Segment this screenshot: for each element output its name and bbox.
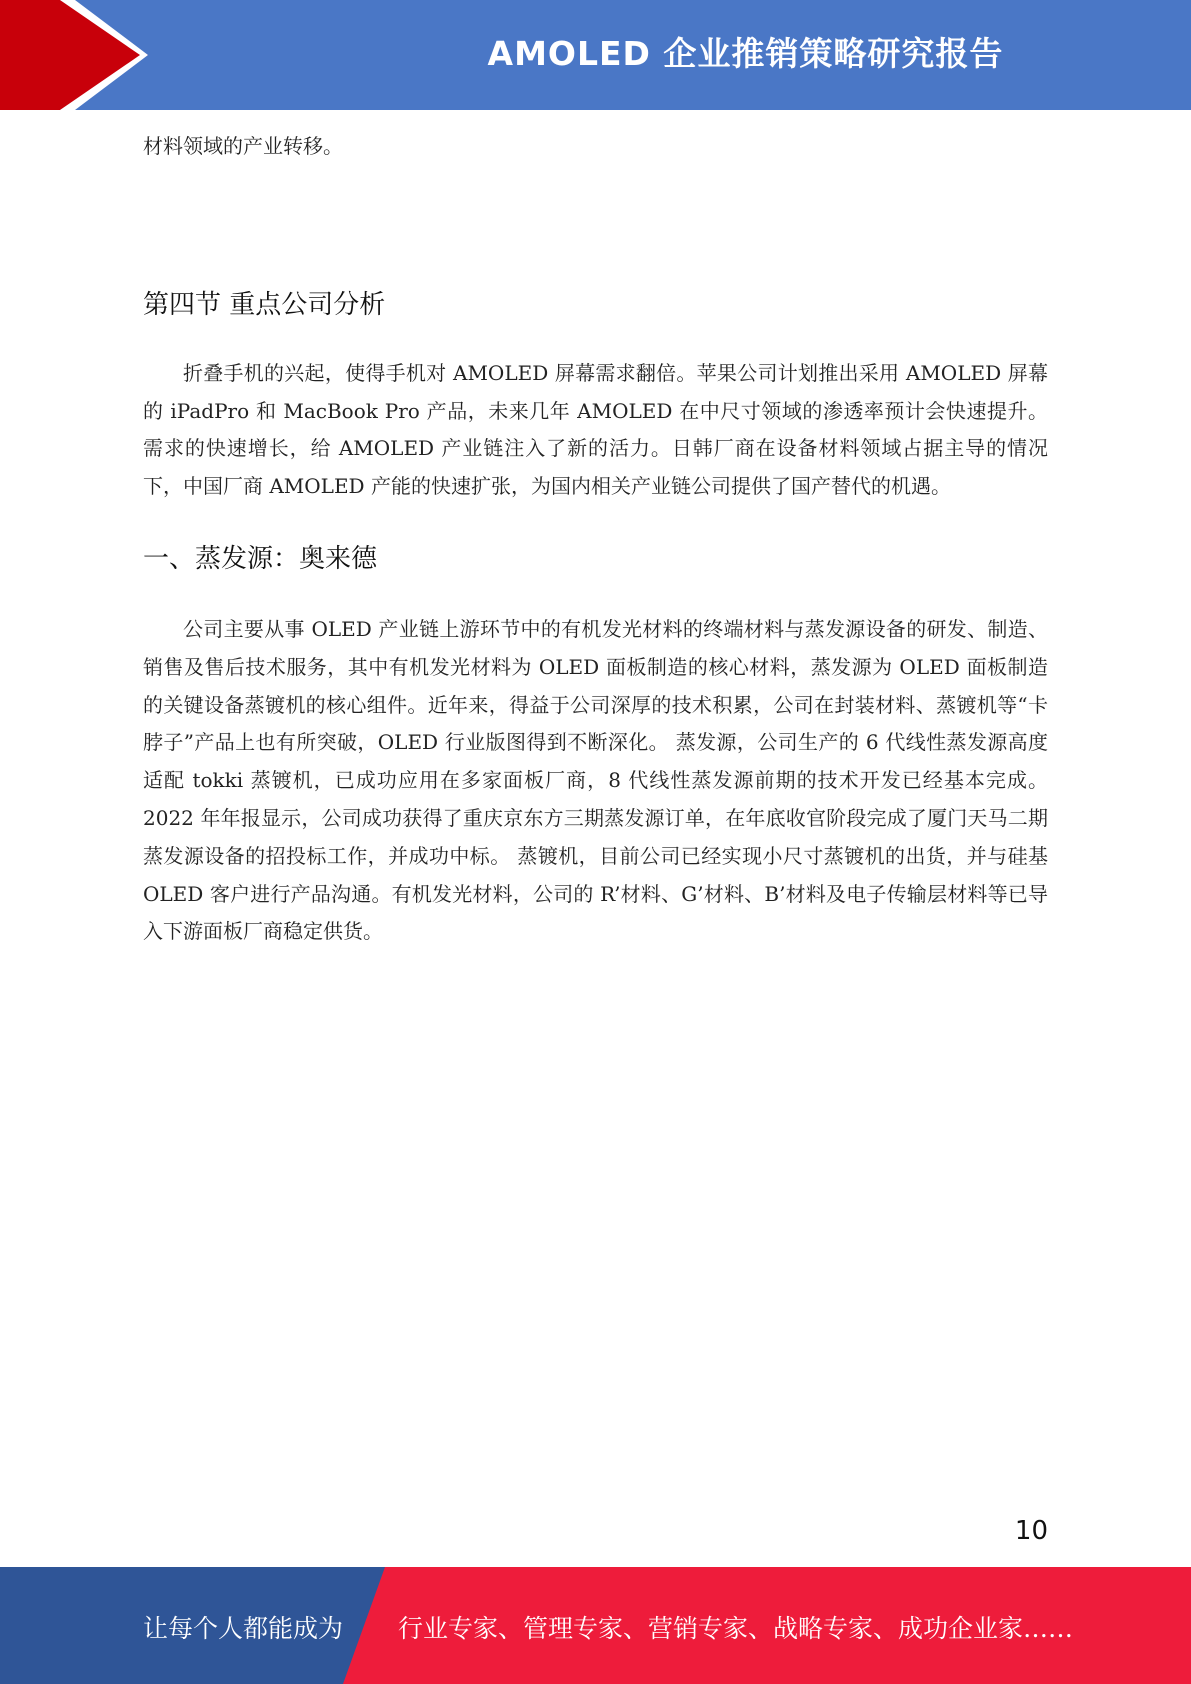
page-footer <box>0 1567 1191 1684</box>
intro-paragraph: 折叠手机的兴起，使得手机对 AMOLED 屏幕需求翻倍。苹果公司计划推出采用 AMOLED 屏幕的 iPadPro 和 MacBook Pro 产品，未来几年 AMOLED 在中尺寸领域的渗透率预计会快速提升。需求的快速增长，给 AMOLED 产业链注入了新的活力。日韩厂商在设备材料领域占据主导的情况下，中国厂商 AMOLED 产能的快速扩张，为国内相关产业链公司提供了国产替代的机遇。 <box>143 360 1048 499</box>
subheading: 一、蒸发源：奥来德 <box>143 543 378 574</box>
company-paragraph: 公司主要从事 OLED 产业链上游环节中的有机发光材料的终端材料与蒸发源设备的研发、制造、销售及售后技术服务，其中有机发光材料为 OLED 面板制造的核心材料，蒸发源为 OLED 面板制造的关键设备蒸镀机的核心组件。近年来，得益于公司深厚的技术积累，公司在封装材料、蒸镀机等“卡脖子”产品上也有所突破，OLED 行业版图得到不断深化。 蒸发源，公司生产的 6 代线性蒸发源高度适配 tokki 蒸镀机，已成功应用在多家面板厂商，8 代线性蒸发源前期的技术开发已经基本完成。2022 年年报显示，公司成功获得了重庆京东方三期蒸发源订单，在年底收官阶段完成了厦门天马二期蒸发源设备的招投标工作，并成功中标。 蒸镀机，目前公司已经实现小尺寸蒸镀机的出货，并与硅基 OLED 客户进行产品沟通。有机发光材料，公司的 R’材料、G’材料、B’材料及电子传输层材料等已导入下游面板厂商稳定供货。 <box>143 616 1048 944</box>
header-title: AMOLED 企业推销策略研究报告 <box>487 34 1004 73</box>
continuation-text: 材料领域的产业转移。 <box>143 134 343 158</box>
page-header <box>0 0 1191 110</box>
footer-slogan-right: 行业专家、管理专家、营销专家、战略专家、成功企业家…… <box>398 1614 1074 1643</box>
page-number: 10 <box>1014 1516 1048 1546</box>
section-heading: 第四节 重点公司分析 <box>143 289 386 320</box>
page-content <box>143 128 1048 951</box>
footer-slogan-left: 让每个人都能成为 <box>143 1614 344 1643</box>
